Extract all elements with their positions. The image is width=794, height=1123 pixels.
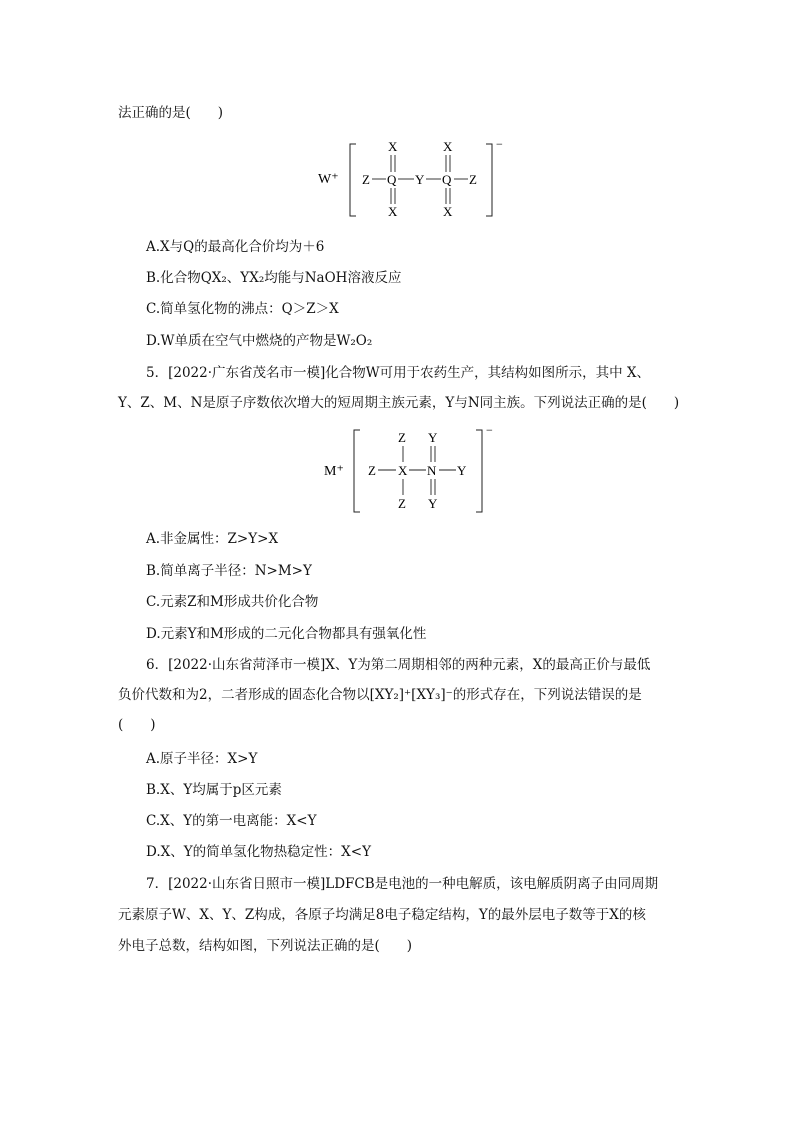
q4-top-atom-2: X	[443, 139, 453, 154]
q4-option-c: C.简单氢化物的沸点：Q＞Z＞X	[146, 301, 339, 317]
q5-stem-line-2: Y、Z、M、N是原子序数依次增大的短周期主族元素，Y与N同主族。下列说法正确的是( )	[118, 395, 680, 411]
q5-top-atom-1: Z	[398, 430, 406, 445]
q5-chain-n: N	[427, 463, 437, 478]
q4-structure-diagram	[310, 138, 520, 224]
q4-right-bracket	[486, 144, 492, 216]
q7-stem-line-3: 外电子总数，结构如图，下列说法正确的是( )	[118, 938, 413, 954]
q6-option-c: C.X、Y的第一电离能：X<Y	[146, 813, 317, 829]
q4-chain-z-right: Z	[469, 172, 477, 187]
q5-left-bracket	[354, 430, 360, 512]
q6-option-b: B.X、Y均属于p区元素	[146, 782, 282, 798]
q4-option-d: D.W单质在空气中燃烧的产物是W₂O₂	[146, 333, 373, 349]
q5-right-bracket	[476, 430, 482, 512]
q4-stem-end: 法正确的是( )	[118, 105, 224, 121]
q4-chain-y: Y	[415, 172, 425, 187]
q5-cation: M⁺	[324, 464, 344, 479]
q4-option-b: B.化合物QX₂、YX₂均能与NaOH溶液反应	[146, 270, 402, 286]
q6-stem-line-2: 负价代数和为2，二者形成的固态化合物以[XY₂]⁺[XY₃]⁻的形式存在，下列说法错误的是	[118, 687, 642, 703]
q5-bottom-atom-2: Y	[428, 496, 438, 511]
q5-top-atom-2: Y	[428, 430, 438, 445]
q5-structure-svg	[318, 426, 508, 516]
q5-chain-x: X	[398, 463, 408, 478]
q5-bottom-atom-1: Z	[398, 496, 406, 511]
q5-charge: −	[486, 426, 493, 437]
q5-option-d: D.元素Y和M形成的二元化合物都具有强氧化性	[146, 626, 427, 642]
q7-stem-line-2: 元素原子W、X、Y、Z构成，各原子均满足8电子稳定结构，Y的最外层电子数等于X的核	[118, 907, 646, 923]
q6-option-a: A.原子半径：X>Y	[146, 751, 258, 767]
q5-stem-line-1: 5．[2022·广东省茂名市一模]化合物W可用于农药生产，其结构如图所示，其中 X、	[146, 365, 651, 381]
q5-option-c: C.元素Z和M形成共价化合物	[146, 594, 319, 610]
q4-left-bracket	[350, 144, 356, 216]
q4-chain-q-left: Q	[387, 172, 397, 187]
q4-option-a: A.X与Q的最高化合价均为＋6	[146, 239, 325, 255]
q4-cation: W⁺	[318, 172, 339, 187]
q5-option-b: B.简单离子半径：N>M>Y	[146, 563, 312, 579]
q4-bottom-atom-1: X	[388, 204, 398, 219]
q5-chain-y: Y	[457, 463, 467, 478]
q6-stem-line-3: ( )	[118, 717, 156, 733]
q4-chain-q-right: Q	[442, 172, 452, 187]
q5-chain-z: Z	[368, 463, 376, 478]
q5-structure-diagram	[318, 426, 508, 520]
q4-bottom-atom-2: X	[443, 204, 453, 219]
q4-charge: −	[496, 138, 503, 151]
q5-option-a: A.非金属性：Z>Y>X	[146, 531, 279, 547]
q6-option-d: D.X、Y的简单氢化物热稳定性：X<Y	[146, 844, 371, 860]
q4-top-atom-1: X	[388, 139, 398, 154]
q4-chain-z-left: Z	[362, 172, 370, 187]
q4-structure-svg	[310, 138, 520, 220]
q6-stem-line-1: 6．[2022·山东省菏泽市一模]X、Y为第二周期相邻的两种元素，X的最高正价与最低	[146, 657, 651, 673]
q7-stem-line-1: 7．[2022·山东省日照市一模]LDFCB是电池的一种电解质，该电解质阴离子由同周期	[146, 876, 659, 892]
